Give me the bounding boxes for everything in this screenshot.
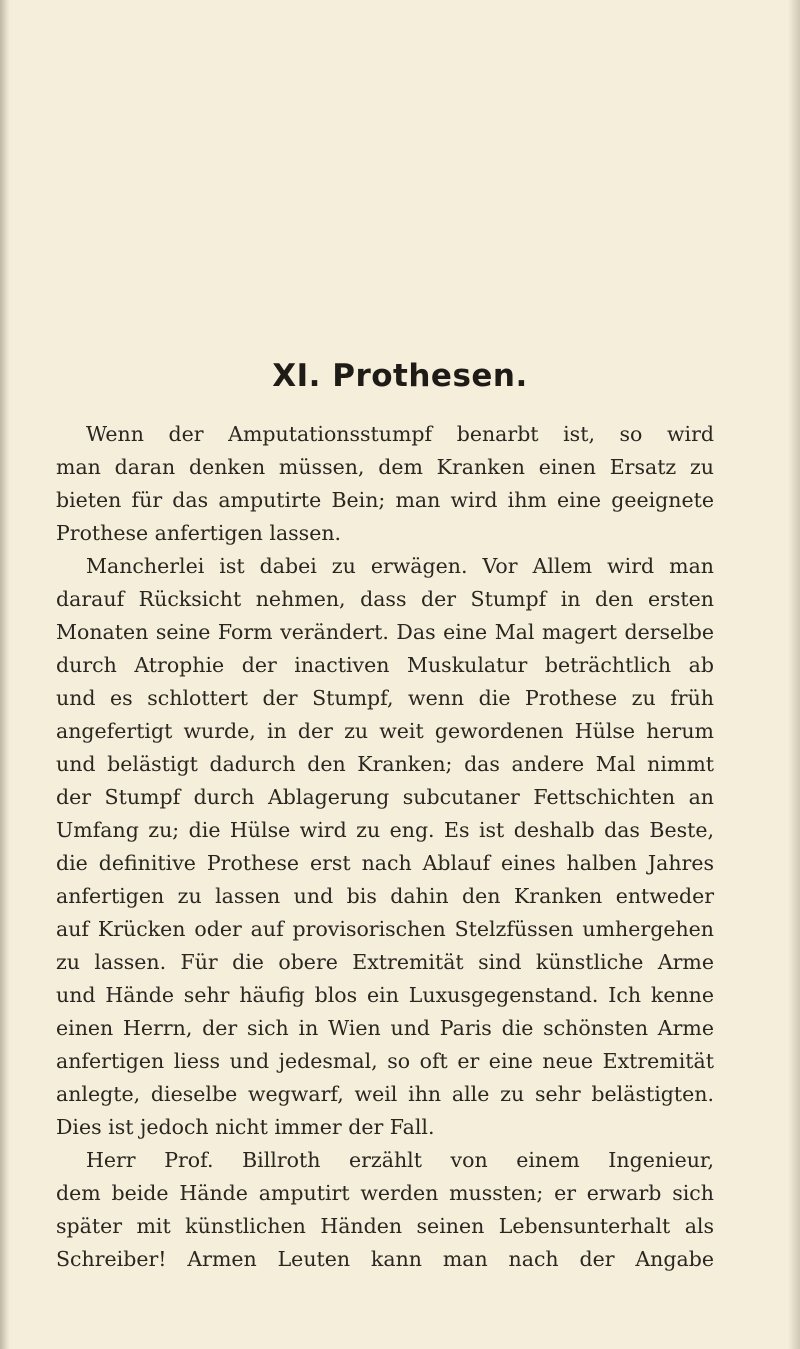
text-line: Herr Prof. Billroth erzählt von einem Ingenieur, (86, 1148, 714, 1172)
page-edge-left (0, 0, 10, 1349)
body-text (56, 418, 714, 1276)
text-line: die definitive Prothese erst nach Ablauf eines halben Jahres (56, 851, 714, 875)
text-line: und belästigt dadurch den Kranken; das andere Mal nimmt (56, 752, 714, 776)
text-line: und Hände sehr häufig blos ein Luxusgegenstand. Ich kenne (56, 983, 714, 1007)
text-line: bieten für das amputirte Bein; man wird ihm eine geeignete (56, 488, 714, 512)
text-line: anfertigen zu lassen und bis dahin den Kranken entweder (56, 884, 714, 908)
text-line: einen Herrn, der sich in Wien und Paris die schönsten Arme (56, 1016, 714, 1040)
text-line: Mancherlei ist dabei zu erwägen. Vor Allem wird man (86, 554, 714, 578)
text-line: Umfang zu; die Hülse wird zu eng. Es ist deshalb das Beste, (56, 818, 714, 842)
chapter-title: XI. Prothesen. (272, 358, 528, 394)
page-edge-right (788, 0, 800, 1349)
text-line: anfertigen liess und jedesmal, so oft er eine neue Extremität (56, 1049, 714, 1073)
text-line: Prothese anfertigen lassen. (56, 521, 342, 545)
text-line: man daran denken müssen, dem Kranken einen Ersatz zu (56, 455, 714, 479)
text-line: anlegte, dieselbe wegwarf, weil ihn alle zu sehr belästigten. (56, 1082, 714, 1106)
text-line: zu lassen. Für die obere Extremität sind künstliche Arme (56, 950, 714, 974)
text-line: dem beide Hände amputirt werden mussten; er erwarb sich (56, 1181, 714, 1205)
text-line: Monaten seine Form verändert. Das eine Mal magert derselbe (56, 620, 714, 644)
text-line: später mit künstlichen Händen seinen Lebensunterhalt als (56, 1214, 714, 1238)
text-line: angefertigt wurde, in der zu weit gewordenen Hülse herum (56, 719, 714, 743)
text-line: Wenn der Amputationsstumpf benarbt ist, so wird (86, 422, 714, 446)
text-line: darauf Rücksicht nehmen, dass der Stumpf in den ersten (56, 587, 714, 611)
text-line: und es schlottert der Stumpf, wenn die Prothese zu früh (56, 686, 714, 710)
text-line: der Stumpf durch Ablagerung subcutaner Fettschichten an (56, 785, 714, 809)
text-line: Schreiber! Armen Leuten kann man nach der Angabe (56, 1247, 714, 1271)
text-line: Dies ist jedoch nicht immer der Fall. (56, 1115, 435, 1139)
text-line: durch Atrophie der inactiven Muskulatur beträchtlich ab (56, 653, 714, 677)
text-line: auf Krücken oder auf provisorischen Stelzfüssen umhergehen (56, 917, 714, 941)
